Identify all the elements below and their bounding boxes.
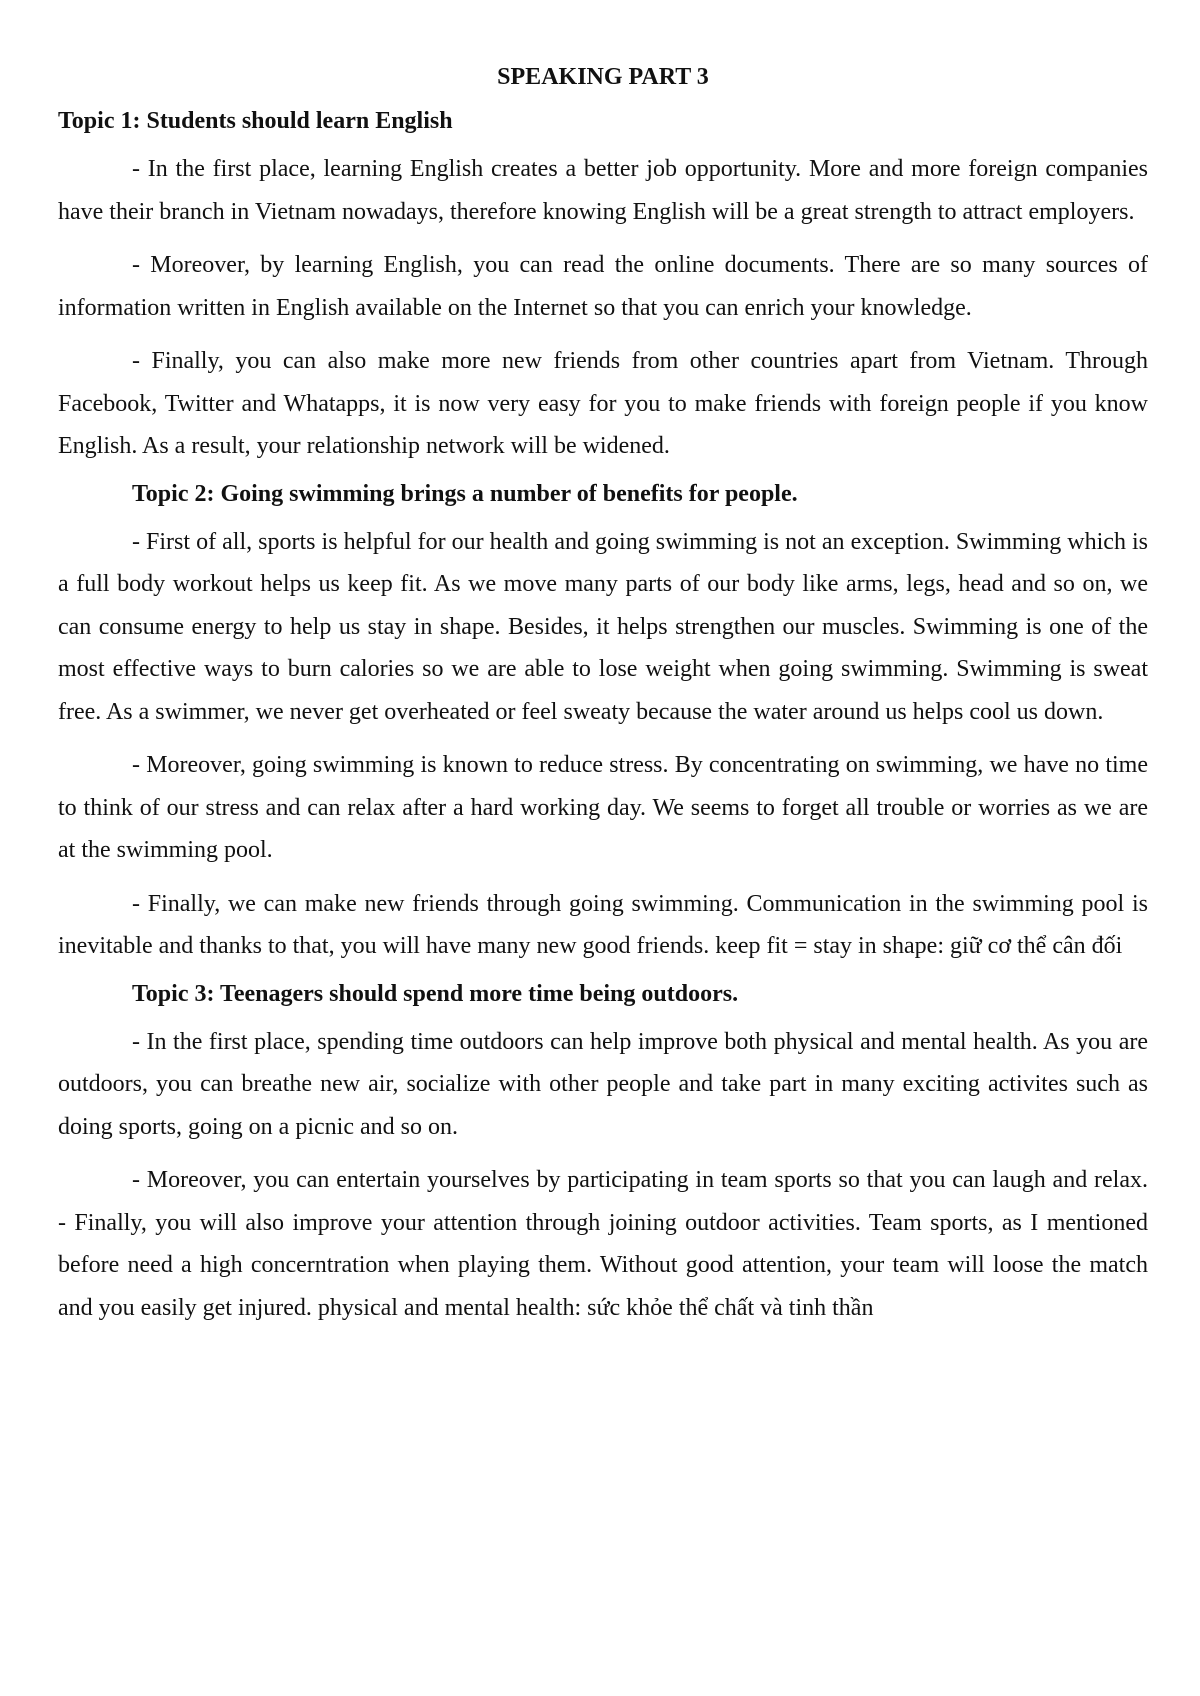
topic-2-paragraph-2: - Moreover, going swimming is known to reduce stress. By concentrating on swimming, we have no time to think of our stress and can relax after a hard working day. We seems to forget all trouble or worries as we are at the swimming pool. <box>58 752 1148 863</box>
document-title: SPEAKING PART 3 <box>497 64 709 90</box>
topic-1-paragraph-3: - Finally, you can also make more new friends from other countries apart from Vietnam. Through Facebook, Twitter and Whatapps, it is now very easy for you to make friends with foreign people if you know English. As a result, your relationship network will be widened. <box>58 348 1148 459</box>
topic-2-paragraph-1: - First of all, sports is helpful for our health and going swimming is not an exception. Swimming which is a full body workout helps us keep fit. As we move many parts of our body like arms, legs, head and so on, we can consume energy to help us stay in shape. Besides, it helps strengthen our muscles. Swimming is one of the most effective ways to burn calories so we are able to lose weight when going swimming. Swimming is sweat free. As a swimmer, we never get overheated or feel sweaty because the water around us helps cool us down. <box>58 528 1148 725</box>
topic-3-paragraph-1: - In the first place, spending time outdoors can help improve both physical and mental health. As you are outdoors, you can breathe new air, socialize with other people and take part in many exciting activites such as doing sports, going on a picnic and so on. <box>58 1028 1148 1140</box>
topic-3-heading: Topic 3: Teenagers should spend more time being outdoors. <box>132 980 739 1007</box>
topic-2-paragraph-3: - Finally, we can make new friends through going swimming. Communication in the swimming pool is inevitable and thanks to that, you will have many new good friends. keep fit = stay in shape: giữ cơ thể cân đối <box>58 890 1148 959</box>
topic-3-section <box>58 979 1148 1330</box>
topic-1-heading: Topic 1: Students should learn English <box>58 108 453 134</box>
topic-2-heading: Topic 2: Going swimming brings a number of benefits for people. <box>132 480 798 507</box>
topic-1-paragraph-2: - Moreover, by learning English, you can read the online documents. There are so many sources of information written in English available on the Internet so that you can enrich your knowledge. <box>58 252 1148 321</box>
topic-3-paragraph-2: - Moreover, you can entertain yourselves by participating in team sports so that you can laugh and relax. - Finally, you will also improve your attention through joining outdoor activities. Team sports, as I mentioned before need a high concerntration when playing them. Without good attention, your team will loose the match and you easily get injured. physical and mental health: sức khỏe thể chất và tinh thần <box>58 1167 1148 1321</box>
topic-2-section <box>58 479 1148 968</box>
topic-1-paragraph-1: - In the first place, learning English creates a better job opportunity. More and more foreign companies have their branch in Vietnam nowadays, therefore knowing English will be a great strength to attract employers. <box>58 156 1148 225</box>
topic-1-section <box>58 106 1148 468</box>
document-page <box>58 50 1148 1340</box>
